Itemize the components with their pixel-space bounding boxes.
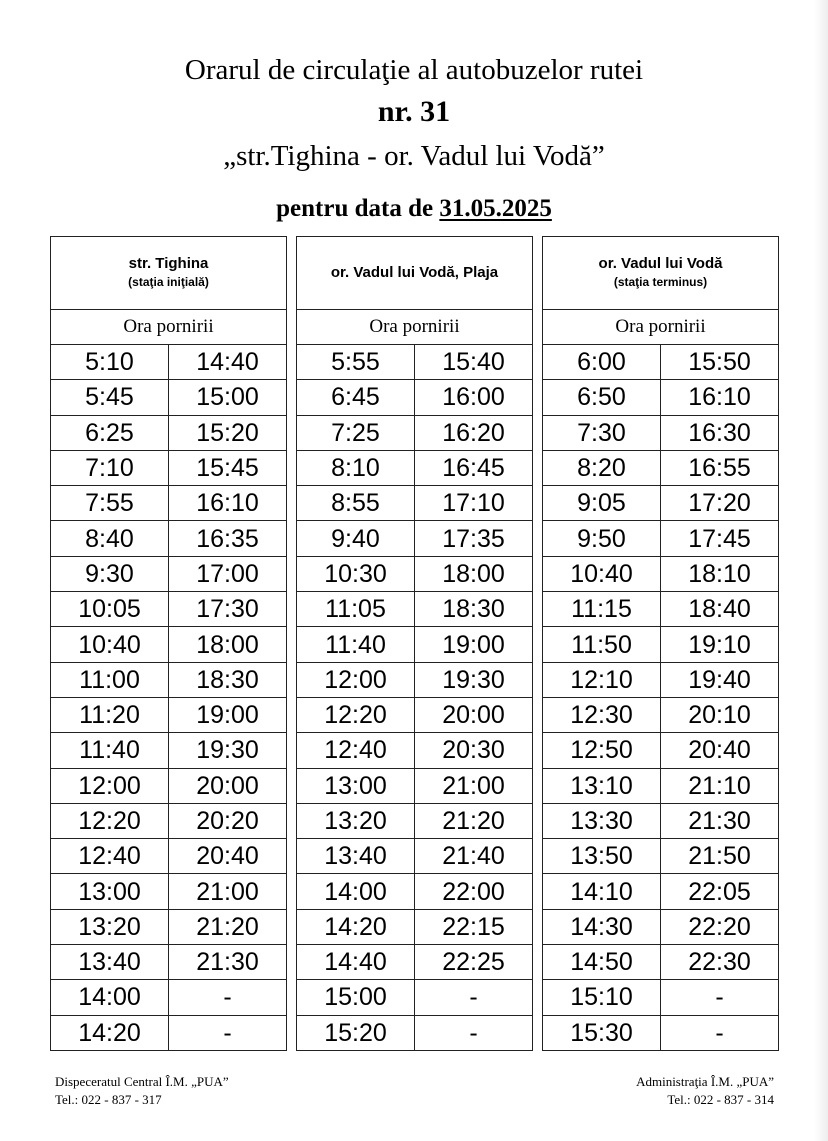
departure-time: 21:40 (415, 839, 533, 874)
departure-time: 20:10 (661, 697, 779, 732)
departure-time: 12:40 (51, 839, 169, 874)
departure-time: 16:20 (415, 415, 533, 450)
departure-time: 22:30 (661, 945, 779, 980)
table-row (543, 803, 779, 838)
departure-time: 11:40 (297, 627, 415, 662)
departure-time: 14:40 (297, 945, 415, 980)
departure-time: 6:50 (543, 380, 661, 415)
departure-time: 14:00 (297, 874, 415, 909)
departure-time-header: Ora pornirii (51, 310, 287, 345)
departure-time: 15:45 (169, 450, 287, 485)
route-name: „str.Tighina - or. Vadul lui Vodă” (223, 140, 605, 172)
departure-time: 15:20 (297, 1015, 415, 1050)
departure-time: 17:20 (661, 486, 779, 521)
departure-time: 21:20 (169, 909, 287, 944)
departure-time: 9:40 (297, 521, 415, 556)
departure-time: 19:30 (415, 662, 533, 697)
table-row (51, 697, 287, 732)
departure-time: 11:00 (51, 662, 169, 697)
departure-time: 22:00 (415, 874, 533, 909)
departure-time: - (661, 1015, 779, 1050)
departure-time: 10:40 (543, 556, 661, 591)
table-row (51, 980, 287, 1015)
table-row (51, 450, 287, 485)
table-row (543, 450, 779, 485)
departure-time: 14:10 (543, 874, 661, 909)
departure-time: 8:10 (297, 450, 415, 485)
departure-time: 7:10 (51, 450, 169, 485)
table-row (51, 380, 287, 415)
departure-time: 13:30 (543, 803, 661, 838)
departure-time: 7:55 (51, 486, 169, 521)
table-row (297, 521, 533, 556)
departure-time: 13:20 (51, 909, 169, 944)
table-row (51, 521, 287, 556)
departure-time: 10:05 (51, 592, 169, 627)
date-line (0, 192, 828, 226)
departure-time: 20:40 (169, 839, 287, 874)
table-row (297, 450, 533, 485)
station-name: str. Tighina (128, 255, 209, 272)
station-header (543, 237, 779, 310)
departure-time: 11:20 (51, 697, 169, 732)
table-row (297, 874, 533, 909)
departure-time: 15:50 (661, 345, 779, 380)
timetable-vadul-lui-voda-plaja (296, 236, 533, 1051)
table-row (543, 345, 779, 380)
departure-time: 21:00 (169, 874, 287, 909)
table-row (543, 556, 779, 591)
table-row (543, 662, 779, 697)
table-row (543, 874, 779, 909)
table-row (51, 662, 287, 697)
departure-time: 9:30 (51, 556, 169, 591)
departure-time: 19:40 (661, 662, 779, 697)
table-row (51, 1015, 287, 1050)
departure-time: 12:20 (297, 697, 415, 732)
departure-time: 8:20 (543, 450, 661, 485)
departure-time: 9:05 (543, 486, 661, 521)
table-row (51, 803, 287, 838)
departure-time: 20:00 (415, 697, 533, 732)
table-row (297, 662, 533, 697)
departure-time: 6:45 (297, 380, 415, 415)
station-name: or. Vadul lui Vodă, Plaja (330, 264, 499, 281)
departure-time: 11:40 (51, 733, 169, 768)
departure-time: 13:40 (297, 839, 415, 874)
departure-time: 18:30 (169, 662, 287, 697)
table-row (543, 415, 779, 450)
table-row (51, 486, 287, 521)
departure-time: 15:00 (297, 980, 415, 1015)
departure-time: 15:00 (169, 380, 287, 415)
table-row (51, 592, 287, 627)
departure-time: 13:20 (297, 803, 415, 838)
table-row (543, 697, 779, 732)
departure-time: 13:10 (543, 768, 661, 803)
departure-time: 7:30 (543, 415, 661, 450)
departure-time: - (169, 1015, 287, 1050)
table-row (297, 945, 533, 980)
departure-time: 21:50 (661, 839, 779, 874)
departure-time: 20:20 (169, 803, 287, 838)
departure-time: 18:00 (415, 556, 533, 591)
departure-time: 22:20 (661, 909, 779, 944)
table-row (543, 1015, 779, 1050)
departure-time: 12:40 (297, 733, 415, 768)
departure-time: 21:30 (169, 945, 287, 980)
table-row (543, 980, 779, 1015)
table-row (543, 521, 779, 556)
departure-time: - (415, 980, 533, 1015)
table-row (297, 733, 533, 768)
departure-time: 16:00 (415, 380, 533, 415)
departure-time: 15:10 (543, 980, 661, 1015)
departure-time: 20:00 (169, 768, 287, 803)
departure-time: 13:50 (543, 839, 661, 874)
table-row (543, 768, 779, 803)
table-row (51, 874, 287, 909)
departure-time: 12:10 (543, 662, 661, 697)
table-row (297, 486, 533, 521)
departure-time: 12:00 (51, 768, 169, 803)
departure-time: 16:30 (661, 415, 779, 450)
departure-time: 21:30 (661, 803, 779, 838)
departure-time: 5:45 (51, 380, 169, 415)
table-row (297, 839, 533, 874)
departure-time: 14:00 (51, 980, 169, 1015)
timetable-str-tighina (50, 236, 287, 1051)
timetable-vadul-lui-voda-terminus (542, 236, 779, 1051)
departure-time: 14:40 (169, 345, 287, 380)
departure-time: 17:00 (169, 556, 287, 591)
departure-time: 19:00 (169, 697, 287, 732)
departure-time: 18:00 (169, 627, 287, 662)
departure-time: 15:30 (543, 1015, 661, 1050)
table-row (297, 415, 533, 450)
table-row (297, 768, 533, 803)
dispatch-phone: Tel.: 022 - 837 - 317 (55, 1092, 162, 1107)
departure-time: 17:35 (415, 521, 533, 556)
administration-phone: Tel.: 022 - 837 - 314 (667, 1092, 774, 1107)
departure-time: - (415, 1015, 533, 1050)
departure-time: 11:50 (543, 627, 661, 662)
schedule-title: Orarul de circulaţie al autobuzelor rutei (184, 54, 644, 86)
departure-time: 21:10 (661, 768, 779, 803)
table-row (543, 945, 779, 980)
departure-time: 12:20 (51, 803, 169, 838)
table-row (297, 980, 533, 1015)
departure-time: 16:10 (661, 380, 779, 415)
table-row (543, 486, 779, 521)
departure-time: 18:30 (415, 592, 533, 627)
departure-time: 18:10 (661, 556, 779, 591)
departure-time: 15:40 (415, 345, 533, 380)
table-row (297, 556, 533, 591)
table-row (297, 697, 533, 732)
table-row (51, 909, 287, 944)
table-row (51, 839, 287, 874)
departure-time: 9:50 (543, 521, 661, 556)
departure-time: 8:40 (51, 521, 169, 556)
departure-time: 14:20 (51, 1015, 169, 1050)
footer-dispatch (55, 1073, 229, 1109)
departure-time: 7:25 (297, 415, 415, 450)
table-row (297, 803, 533, 838)
table-row (543, 627, 779, 662)
departure-time: 18:40 (661, 592, 779, 627)
departure-time: 22:05 (661, 874, 779, 909)
departure-time: 12:00 (297, 662, 415, 697)
table-row (51, 733, 287, 768)
departure-time: - (169, 980, 287, 1015)
table-row (543, 839, 779, 874)
departure-time: 19:10 (661, 627, 779, 662)
departure-time: 17:30 (169, 592, 287, 627)
departure-time: 12:50 (543, 733, 661, 768)
departure-time: 5:55 (297, 345, 415, 380)
table-row (51, 768, 287, 803)
departure-time: 13:00 (51, 874, 169, 909)
table-row (51, 627, 287, 662)
table-row (543, 909, 779, 944)
departure-time: 13:40 (51, 945, 169, 980)
footer-administration (636, 1073, 774, 1109)
table-row (51, 945, 287, 980)
table-row (297, 592, 533, 627)
departure-time: 21:20 (415, 803, 533, 838)
departure-time: 16:10 (169, 486, 287, 521)
departure-time-header: Ora pornirii (297, 310, 533, 345)
schedule-date: 31.05.2025 (439, 195, 552, 222)
departure-time: 17:45 (661, 521, 779, 556)
departure-time: 16:55 (661, 450, 779, 485)
dispatch-org: Dispeceratul Central Î.M. „PUA” (55, 1074, 229, 1089)
departure-time: 5:10 (51, 345, 169, 380)
table-row (51, 345, 287, 380)
departure-time: 21:00 (415, 768, 533, 803)
station-header (51, 237, 287, 310)
departure-time: 22:25 (415, 945, 533, 980)
departure-time: 14:20 (297, 909, 415, 944)
departure-time: 20:40 (661, 733, 779, 768)
departure-time: 10:40 (51, 627, 169, 662)
route-number: nr. 31 (377, 95, 451, 128)
departure-time: 13:00 (297, 768, 415, 803)
departure-time: 14:50 (543, 945, 661, 980)
station-name: or. Vadul lui Vodă (598, 255, 723, 272)
table-row (543, 380, 779, 415)
station-note: (staţia terminus) (613, 275, 708, 289)
station-note: (staţia iniţială) (128, 275, 209, 289)
table-row (543, 592, 779, 627)
table-row (51, 556, 287, 591)
departure-time: 16:45 (415, 450, 533, 485)
departure-time: 8:55 (297, 486, 415, 521)
departure-time: 22:15 (415, 909, 533, 944)
departure-time: - (661, 980, 779, 1015)
departure-time: 10:30 (297, 556, 415, 591)
table-row (297, 1015, 533, 1050)
station-header (297, 237, 533, 310)
table-row (543, 733, 779, 768)
departure-time: 20:30 (415, 733, 533, 768)
departure-time: 6:00 (543, 345, 661, 380)
departure-time: 16:35 (169, 521, 287, 556)
table-row (51, 415, 287, 450)
administration-org: Administraţia Î.M. „PUA” (636, 1074, 774, 1089)
departure-time: 11:05 (297, 592, 415, 627)
table-row (297, 909, 533, 944)
table-row (297, 380, 533, 415)
departure-time: 15:20 (169, 415, 287, 450)
date-prefix: pentru data de (276, 195, 434, 222)
table-row (297, 627, 533, 662)
departure-time: 6:25 (51, 415, 169, 450)
departure-time: 11:15 (543, 592, 661, 627)
departure-time: 19:00 (415, 627, 533, 662)
departure-time: 12:30 (543, 697, 661, 732)
departure-time: 17:10 (415, 486, 533, 521)
departure-time: 19:30 (169, 733, 287, 768)
departure-time-header: Ora pornirii (543, 310, 779, 345)
table-row (297, 345, 533, 380)
departure-time: 14:30 (543, 909, 661, 944)
